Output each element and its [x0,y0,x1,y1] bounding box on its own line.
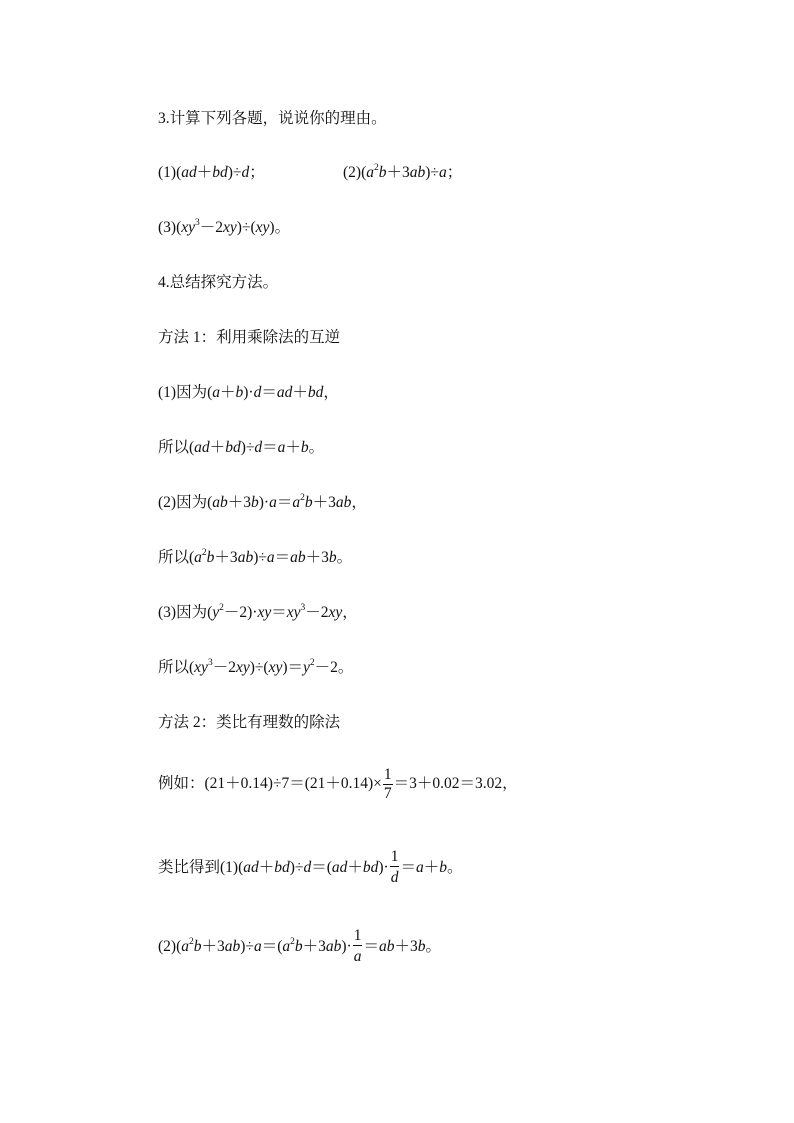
numerator: 1 [353,927,362,944]
t: 方法 2：类比有理数的除法 [158,714,341,731]
t: ＋3 [394,938,418,956]
fraction [353,927,363,968]
t: ＝ [261,384,277,401]
v: a [181,938,189,956]
question-text: 总结探究方法。 [169,274,279,291]
t: )÷ [425,164,439,181]
method-2-heading [158,712,340,734]
v: bd [274,859,290,877]
v: xy [194,659,208,676]
v: d [253,384,262,401]
t: －2。 [314,659,354,676]
v: b [235,384,244,401]
denominator: a [353,948,362,965]
method-1-step-2a [158,492,367,514]
t: ＋ [258,859,275,877]
v: d [241,164,250,181]
v: bd [212,164,228,181]
t: (1)( [158,164,182,181]
t: (2)( [343,164,367,181]
method-2-analogy-1 [158,848,463,889]
question-3-line [158,108,387,130]
v: ab [378,938,395,956]
exp: 3 [207,658,213,668]
method-1-step-2b [158,547,352,569]
v: xy [268,659,283,676]
exp: 2 [374,163,379,173]
t: )÷( [249,659,269,676]
v: ab [290,549,306,566]
v: xy [328,604,343,621]
t: 。 [336,549,353,566]
v: ab [224,938,241,956]
v: a [253,938,262,956]
t: (2)因为( [158,494,213,511]
t: ， [323,384,339,401]
exp: 3 [300,603,306,613]
t: ＝ [274,549,291,566]
t: ＋3 [214,549,238,566]
v: bd [362,859,379,877]
t: )÷ [253,549,267,566]
t: －2)· [223,604,258,621]
t: ＝ [271,604,287,621]
exp: 2 [201,548,207,558]
v: a [194,549,202,566]
t: ＋ [196,164,213,181]
t: －2 [199,219,224,236]
v: b [251,494,259,511]
v: xy [235,659,250,676]
t: ＝ [262,439,278,456]
v: a [212,384,220,401]
t: ＝ [363,938,379,956]
v: b [193,938,202,956]
fraction [390,848,400,889]
method-1-step-1b [158,437,324,459]
t: ＋ [209,439,226,456]
t: ＋3 [302,938,326,956]
method-1-step-3a [158,602,358,624]
t: 。 [446,859,463,877]
t: 所以( [158,439,195,456]
method-2-analogy-2 [158,927,441,968]
t: ＝ [276,494,293,511]
v: ad [331,859,348,877]
t: ＋ [220,384,236,401]
v: ad [243,859,259,877]
v: b [328,549,337,566]
t: )÷( [236,219,256,236]
t: ＝3＋0.02＝3.02， [393,775,518,793]
v: a [266,549,275,566]
t: 类比得到(1)( [158,859,244,877]
t: (3)( [158,219,182,236]
t: ； [446,164,463,181]
v: b [417,938,426,956]
t: ＋3 [305,549,329,566]
v: bd [307,384,324,401]
v: a [282,938,291,956]
denominator: d [390,869,399,886]
v: a [415,859,424,877]
v: b [294,938,303,956]
v: d [254,439,263,456]
v: a [269,494,277,511]
t: ＋3 [227,494,252,511]
problem-2-line [343,162,462,184]
question-number: 3. [158,110,170,127]
v: bd [225,439,241,456]
t: ＋3 [386,164,410,181]
method-1-step-3b [158,657,353,679]
v: ad [194,439,210,456]
problem-1-line [158,162,265,184]
v: a [292,494,301,511]
t: ＋ [285,439,301,456]
method-1-step-1a [158,382,339,404]
t: 。 [425,938,441,956]
v: ad [181,164,197,181]
numerator: 1 [390,848,399,865]
t: ＋ [347,859,363,877]
v: ab [325,938,342,956]
v: ab [409,164,426,181]
v: b [439,859,447,877]
v: b [378,164,387,181]
v: xy [181,219,196,236]
t: ； [249,164,265,181]
t: －2 [305,604,329,621]
t: ＋3 [201,938,225,956]
t: (3)因为( [158,604,213,621]
v: ab [212,494,228,511]
question-text: 计算下列各题，说说你的理由。 [169,110,387,127]
v: ab [335,494,352,511]
v: d [303,859,312,877]
v: xy [257,604,272,621]
t: ， [351,494,367,511]
t: ＋ [423,859,440,877]
exp: 2 [189,937,194,948]
v: y [212,604,220,621]
t: )÷ [289,859,304,877]
t: ＝ [400,859,416,877]
v: xy [286,604,301,621]
exp: 2 [309,658,315,668]
problem-3-line [158,217,290,239]
t: (1)因为( [158,384,213,401]
t: )＝ [282,659,303,676]
t: ， [342,604,358,621]
t: 所以( [158,659,195,676]
t: 所以( [158,549,195,566]
t: )· [258,494,270,511]
exp: 3 [195,218,200,228]
t: (2)( [158,938,182,956]
t: ＋3 [312,494,336,511]
question-4-line [158,272,278,294]
denominator: 7 [383,785,392,802]
fraction [383,766,393,803]
t: )· [378,859,389,877]
numerator: 1 [383,766,392,783]
v: a [366,164,374,181]
exp: 2 [219,603,224,613]
t: )· [243,384,254,401]
exp: 2 [290,937,295,948]
t: 方法 1：利用乘除法的互逆 [158,329,341,346]
v: xy [255,219,270,236]
t: －2 [212,659,236,676]
t: 。 [308,439,325,456]
v: b [300,439,309,456]
t: ＝( [261,938,283,956]
t: ＋ [292,384,308,401]
t: )。 [269,219,291,236]
t: )÷ [240,439,255,456]
method-1-heading [158,327,340,349]
v: b [206,549,215,566]
t: )· [341,938,352,956]
exp: 2 [300,493,305,503]
t: 例如：(21＋0.14)÷7＝(21＋0.14)× [158,775,382,793]
v: b [304,494,313,511]
question-number: 4. [158,274,170,291]
v: xy [223,219,237,236]
v: a [438,164,447,181]
v: a [277,439,286,456]
t: )÷ [240,938,254,956]
method-2-example [158,766,518,803]
t: )÷ [227,164,242,181]
t: ＝( [311,859,332,877]
v: y [303,659,310,676]
v: ab [237,549,254,566]
v: ad [276,384,293,401]
